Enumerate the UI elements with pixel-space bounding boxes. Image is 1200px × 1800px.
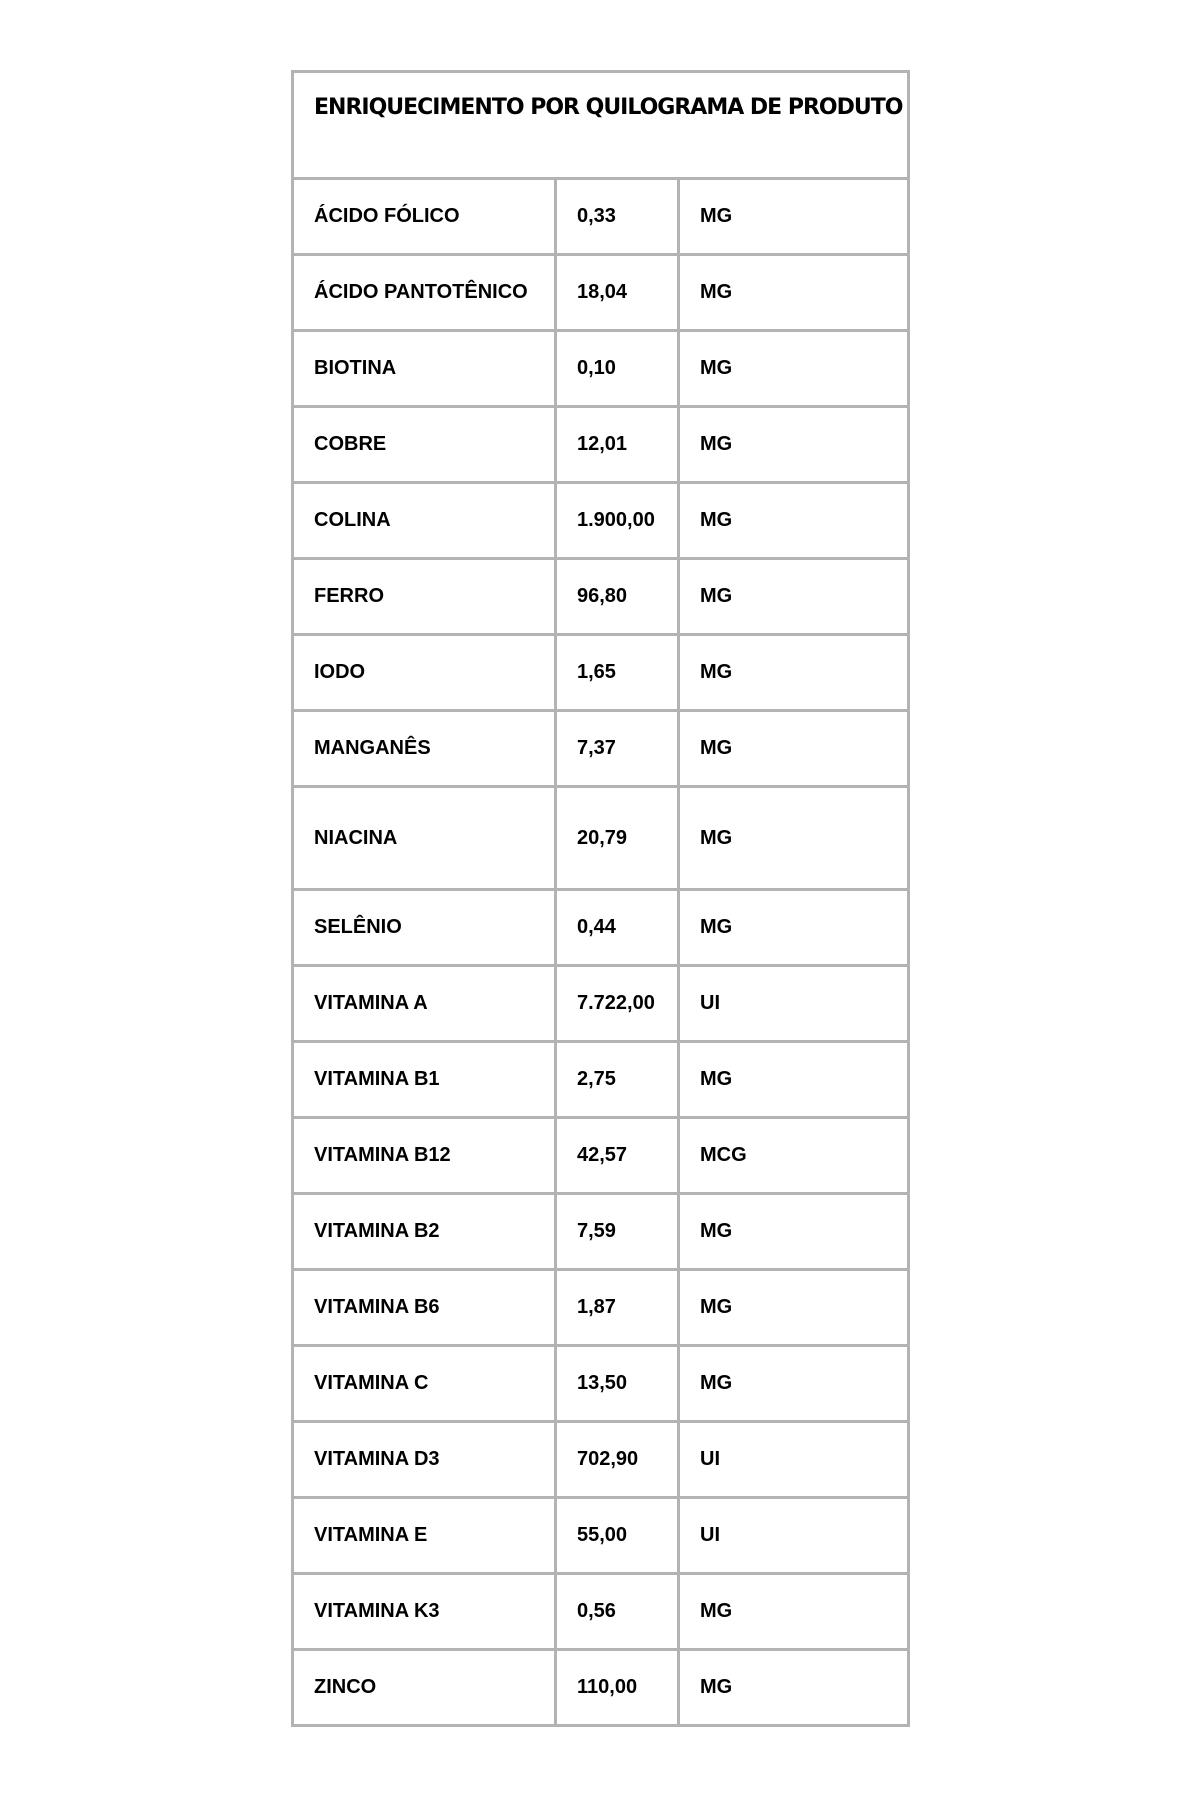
nutrient-value: 110,00 — [557, 1651, 680, 1724]
nutrient-value: 55,00 — [557, 1499, 680, 1572]
table-row — [294, 1651, 907, 1724]
table-row — [294, 560, 907, 636]
table-row — [294, 1271, 907, 1347]
nutrient-name: VITAMINA A — [294, 967, 557, 1040]
nutrient-value: 7,37 — [557, 712, 680, 785]
nutrient-value: 1,87 — [557, 1271, 680, 1344]
nutrient-unit: MG — [700, 357, 733, 379]
table-row — [294, 788, 907, 891]
table-title: ENRIQUECIMENTO POR QUILOGRAMA DE PRODUTO — [314, 95, 903, 120]
nutrient-unit: MG — [700, 737, 733, 759]
table-row — [294, 332, 907, 408]
nutrient-value: 13,50 — [557, 1347, 680, 1420]
nutrient-value: 0,33 — [557, 180, 680, 253]
nutrient-name: VITAMINA C — [294, 1347, 557, 1420]
nutrient-value: 0,56 — [557, 1575, 680, 1648]
nutrient-value: 7,59 — [557, 1195, 680, 1268]
table-row — [294, 1043, 907, 1119]
nutrient-name: FERRO — [294, 560, 557, 633]
nutrient-name: SELÊNIO — [294, 891, 557, 964]
table-row — [294, 1575, 907, 1651]
nutrient-value: 20,79 — [557, 788, 680, 888]
nutrient-name: VITAMINA E — [294, 1499, 557, 1572]
nutrient-unit: UI — [700, 992, 720, 1014]
nutrient-value: 18,04 — [557, 256, 680, 329]
nutrient-name: IODO — [294, 636, 557, 709]
nutrient-value: 42,57 — [557, 1119, 680, 1192]
nutrient-name: MANGANÊS — [294, 712, 557, 785]
table-row — [294, 712, 907, 788]
nutrient-unit: MG — [700, 509, 733, 531]
table-row — [294, 1347, 907, 1423]
nutrient-unit: MG — [700, 1676, 733, 1698]
nutrient-name: VITAMINA B12 — [294, 1119, 557, 1192]
nutrient-unit: MG — [700, 1296, 733, 1318]
nutrient-unit: MG — [700, 1372, 733, 1394]
table-row — [294, 1423, 907, 1499]
nutrient-unit: MG — [700, 661, 733, 683]
nutrient-name: VITAMINA K3 — [294, 1575, 557, 1648]
table-row — [294, 256, 907, 332]
nutrient-name: VITAMINA B1 — [294, 1043, 557, 1116]
nutrient-value: 2,75 — [557, 1043, 680, 1116]
nutrient-unit: MG — [700, 1068, 733, 1090]
table-row — [294, 636, 907, 712]
nutrient-unit: MCG — [700, 1144, 747, 1166]
table-row — [294, 891, 907, 967]
nutrient-unit: UI — [700, 1524, 720, 1546]
table-row — [294, 967, 907, 1043]
nutrient-unit: UI — [700, 1448, 720, 1470]
enrichment-table — [291, 70, 910, 1727]
nutrient-unit: MG — [700, 826, 733, 849]
table-title-cell — [294, 73, 907, 180]
nutrient-unit: MG — [700, 1600, 733, 1622]
nutrient-name: VITAMINA B2 — [294, 1195, 557, 1268]
nutrient-name: ZINCO — [294, 1651, 557, 1724]
nutrient-name: ÁCIDO FÓLICO — [294, 180, 557, 253]
nutrient-value: 7.722,00 — [557, 967, 680, 1040]
nutrient-unit: MG — [700, 585, 733, 607]
nutrient-unit: MG — [700, 281, 733, 303]
nutrient-name: COLINA — [294, 484, 557, 557]
nutrient-value: 0,10 — [557, 332, 680, 405]
nutrient-unit: MG — [700, 916, 733, 938]
nutrient-name: NIACINA — [294, 788, 557, 888]
nutrient-unit: MG — [700, 1220, 733, 1242]
nutrient-value: 96,80 — [557, 560, 680, 633]
table-row — [294, 1119, 907, 1195]
nutrient-name: VITAMINA B6 — [294, 1271, 557, 1344]
nutrient-value: 702,90 — [557, 1423, 680, 1496]
nutrient-name: COBRE — [294, 408, 557, 481]
nutrient-unit: MG — [700, 205, 733, 227]
nutrient-value: 1.900,00 — [557, 484, 680, 557]
nutrient-unit: MG — [700, 433, 733, 455]
table-row — [294, 1499, 907, 1575]
table-row — [294, 1195, 907, 1271]
table-row — [294, 180, 907, 256]
nutrient-name: VITAMINA D3 — [294, 1423, 557, 1496]
nutrient-value: 0,44 — [557, 891, 680, 964]
nutrient-value: 12,01 — [557, 408, 680, 481]
nutrient-value: 1,65 — [557, 636, 680, 709]
nutrient-name: BIOTINA — [294, 332, 557, 405]
table-row — [294, 484, 907, 560]
nutrient-name: ÁCIDO PANTOTÊNICO — [294, 256, 557, 329]
table-row — [294, 408, 907, 484]
